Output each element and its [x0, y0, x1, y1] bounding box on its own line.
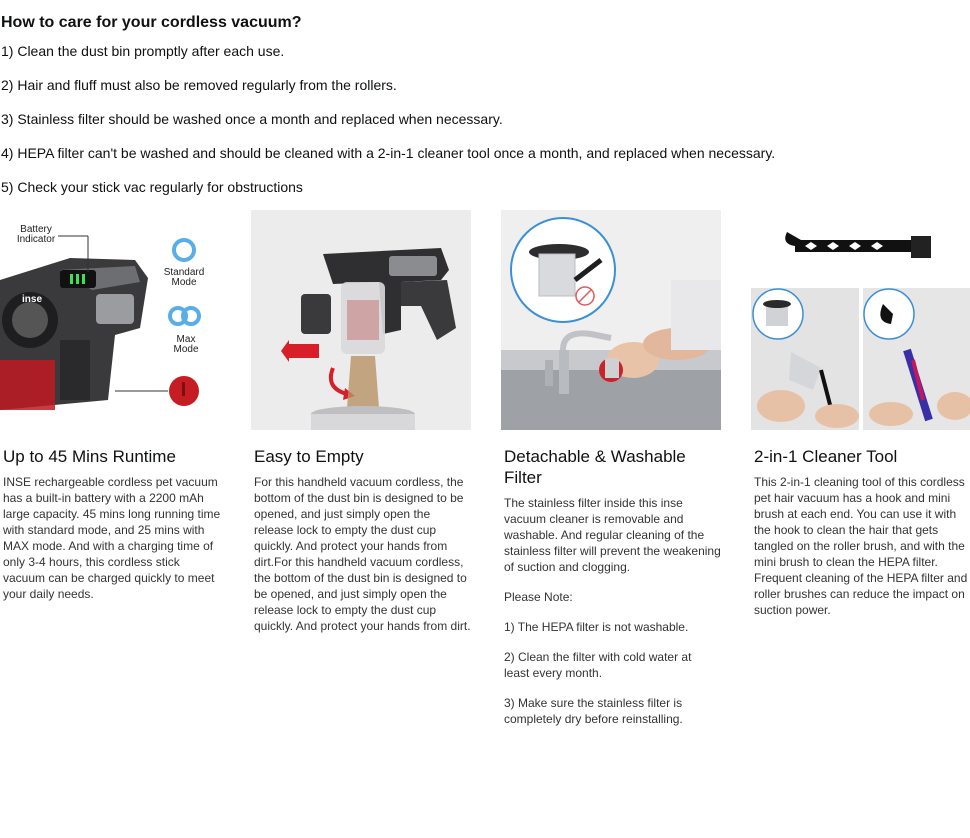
card-title: Detachable & Washable Filter — [504, 447, 686, 487]
note-item-2: 2) Clean the filter with cold water at least every month. — [504, 650, 692, 680]
note-item-1: 1) The HEPA filter is not washable. — [504, 620, 689, 634]
care-step-4: 4) HEPA filter can't be washed and should be cleaned with a 2-in-1 cleaner tool once a month, and replaced when necessary. — [1, 145, 776, 161]
care-step-2: 2) Hair and fluff must also be removed regularly from the rollers. — [1, 77, 397, 93]
card-description: For this handheld vacuum cordless, the bottom of the dust bin is designed to be opened, and just simply open the release lock to empty the dust cup quickly. And protect your hands from dirt.For this handheld vacuum cordless, the bottom of the dust bin is designed to be opened, and just simply open the release lock to empty the dust cup quickly. And protect your hands from dirt. — [254, 475, 471, 633]
tool-image — [751, 210, 970, 430]
svg-text:Max: Max — [176, 334, 196, 345]
empty-image — [251, 210, 471, 430]
card-title: Easy to Empty — [254, 447, 364, 466]
care-step-1: 1) Clean the dust bin promptly after each use. — [1, 43, 285, 59]
care-title: How to care for your cordless vacuum? — [1, 14, 302, 31]
care-step-5: 5) Check your stick vac regularly for obstructions — [1, 179, 303, 195]
card-title: 2-in-1 Cleaner Tool — [754, 447, 898, 466]
note-heading: Please Note: — [504, 590, 573, 604]
card-description: INSE rechargeable cordless pet vacuum has a built-in battery with a 2200 mAh large capacity. 45 mins long running time with standard mode, and 25 mins with MAX mode. And with a charging time of only 3-4 hours, this cordless stick vacuum can be charged quickly to meet your daily needs. — [3, 475, 221, 601]
svg-text:Standard: Standard — [163, 267, 205, 278]
care-step-3: 3) Stainless filter should be washed once a month and replaced when necessary. — [1, 111, 503, 127]
release-arrow-icon — [289, 344, 319, 358]
svg-text:Mode: Mode — [173, 344, 199, 355]
runtime-image — [0, 210, 220, 430]
filter-image — [501, 210, 721, 430]
card-description: This 2-in-1 cleaning tool of this cordless pet hair vacuum has a hook and mini brush at each end. You can use it with the hook to clean the hair that gets tangled on the roller brush, and with the mini brush to clean the HEPA filter. Frequent cleaning of the HEPA filter and roller brushes can reduce the impact on suction power. — [754, 475, 968, 617]
battery-indicator-label-line1: Battery — [20, 224, 52, 235]
battery-indicator-label-line2: Indicator — [16, 234, 56, 245]
care-section — [1, 12, 961, 195]
svg-text:Mode: Mode — [171, 277, 197, 288]
card-description: The stainless filter inside this inse vacuum cleaner is removable and washable. And regular cleaning of the stainless filter will prevent the weakening of suction and clogging. — [504, 496, 721, 574]
card-title: Up to 45 Mins Runtime — [3, 447, 176, 466]
note-item-3: 3) Make sure the stainless filter is completely dry before reinstalling. — [504, 696, 683, 726]
svg-text:inse: inse — [22, 294, 43, 305]
